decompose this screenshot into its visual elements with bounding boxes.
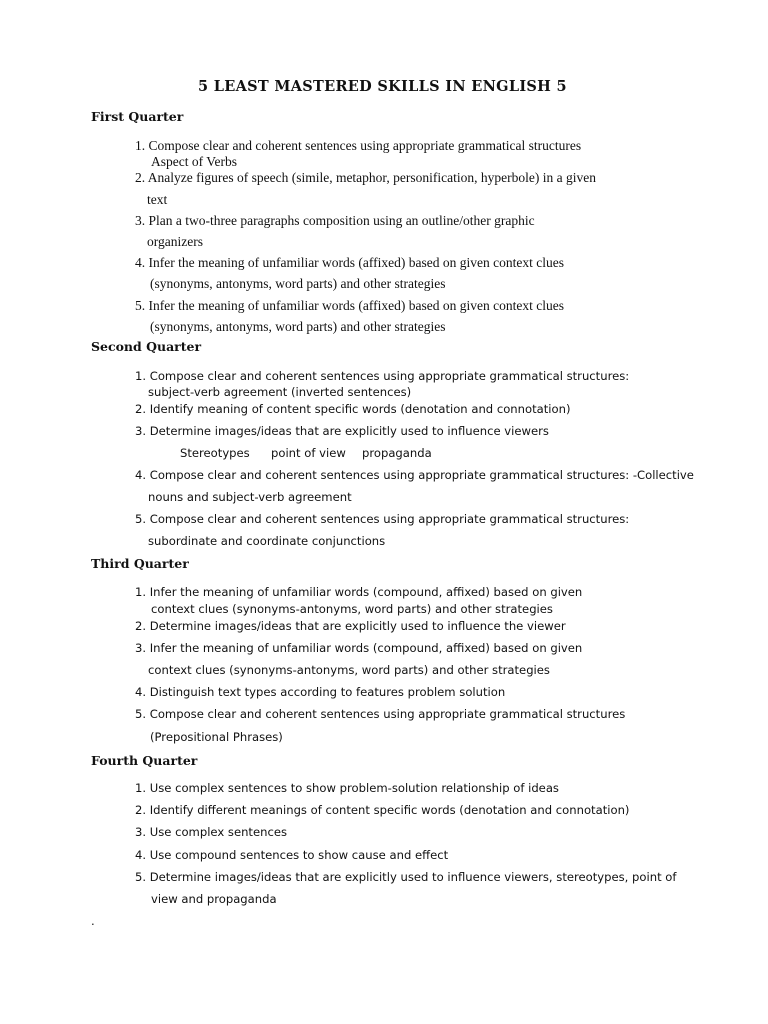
skill-line: 5. Determine images/ideas that are explicitly used to influence viewers, stereotypes, point of <box>135 870 677 884</box>
quarter-heading: Fourth Quarter <box>91 753 198 768</box>
skill-line: nouns and subject-verb agreement <box>148 490 352 504</box>
skill-line: 1. Compose clear and coherent sentences using appropriate grammatical structures <box>135 138 582 153</box>
quarter-heading: Third Quarter <box>91 556 189 571</box>
option-propaganda: propaganda <box>362 446 432 460</box>
skill-line: 3. Use complex sentences <box>135 825 288 839</box>
skill-line: 4. Infer the meaning of unfamiliar words (affixed) based on given context clues <box>135 255 564 270</box>
quarter-heading: Second Quarter <box>91 339 202 354</box>
skill-line: text <box>147 192 168 207</box>
skill-line: 4. Use compound sentences to show cause and effect <box>135 848 449 862</box>
skill-line: 1. Infer the meaning of unfamiliar words (compound, affixed) based on given <box>135 585 583 599</box>
skill-line: 5. Compose clear and coherent sentences using appropriate grammatical structures <box>135 707 626 721</box>
skill-line: 3. Plan a two-three paragraphs composition using an outline/other graphic <box>135 213 535 228</box>
skill-line: 2. Identify different meanings of content specific words (denotation and connotation) <box>135 803 630 817</box>
skill-line: 3. Determine images/ideas that are explicitly used to influence viewers <box>135 424 549 438</box>
skill-line: 5. Compose clear and coherent sentences using appropriate grammatical structures: <box>135 512 630 526</box>
skill-line: 3. Infer the meaning of unfamiliar words (compound, affixed) based on given <box>135 641 583 655</box>
skill-line: 2. Identify meaning of content specific words (denotation and connotation) <box>135 402 571 416</box>
skill-line: 5. Infer the meaning of unfamiliar words (affixed) based on given context clues <box>135 298 564 313</box>
skill-line: (synonyms, antonyms, word parts) and other strategies <box>150 319 446 334</box>
skill-line: 1. Compose clear and coherent sentences using appropriate grammatical structures: <box>135 369 630 383</box>
skill-line: 2. Analyze figures of speech (simile, metaphor, personification, hyperbole) in a given <box>135 170 596 185</box>
skill-line: context clues (synonyms-antonyms, word parts) and other strategies <box>148 663 550 677</box>
option-stereotypes: Stereotypes <box>180 446 250 460</box>
skill-line: Aspect of Verbs <box>151 154 237 169</box>
skill-line: context clues (synonyms-antonyms, word parts) and other strategies <box>151 602 553 616</box>
trailing-period: . <box>91 914 95 928</box>
document-title: 5 LEAST MASTERED SKILLS IN ENGLISH 5 <box>198 78 567 95</box>
skill-line: view and propaganda <box>151 892 277 906</box>
option-point-of-view: point of view <box>271 446 346 460</box>
skill-line: subordinate and coordinate conjunctions <box>148 534 386 548</box>
skill-line: 4. Compose clear and coherent sentences using appropriate grammatical structures: -Collective <box>135 468 694 482</box>
skill-line: organizers <box>147 234 203 249</box>
quarter-heading: First Quarter <box>91 109 184 124</box>
skill-line: (synonyms, antonyms, word parts) and other strategies <box>150 276 446 291</box>
skill-line: 2. Determine images/ideas that are explicitly used to influence the viewer <box>135 619 566 633</box>
skill-line: 4. Distinguish text types according to features problem solution <box>135 685 506 699</box>
skill-line: subject-verb agreement (inverted sentences) <box>148 385 412 399</box>
skill-line: (Prepositional Phrases) <box>150 730 283 744</box>
skill-line: 1. Use complex sentences to show problem-solution relationship of ideas <box>135 781 559 795</box>
